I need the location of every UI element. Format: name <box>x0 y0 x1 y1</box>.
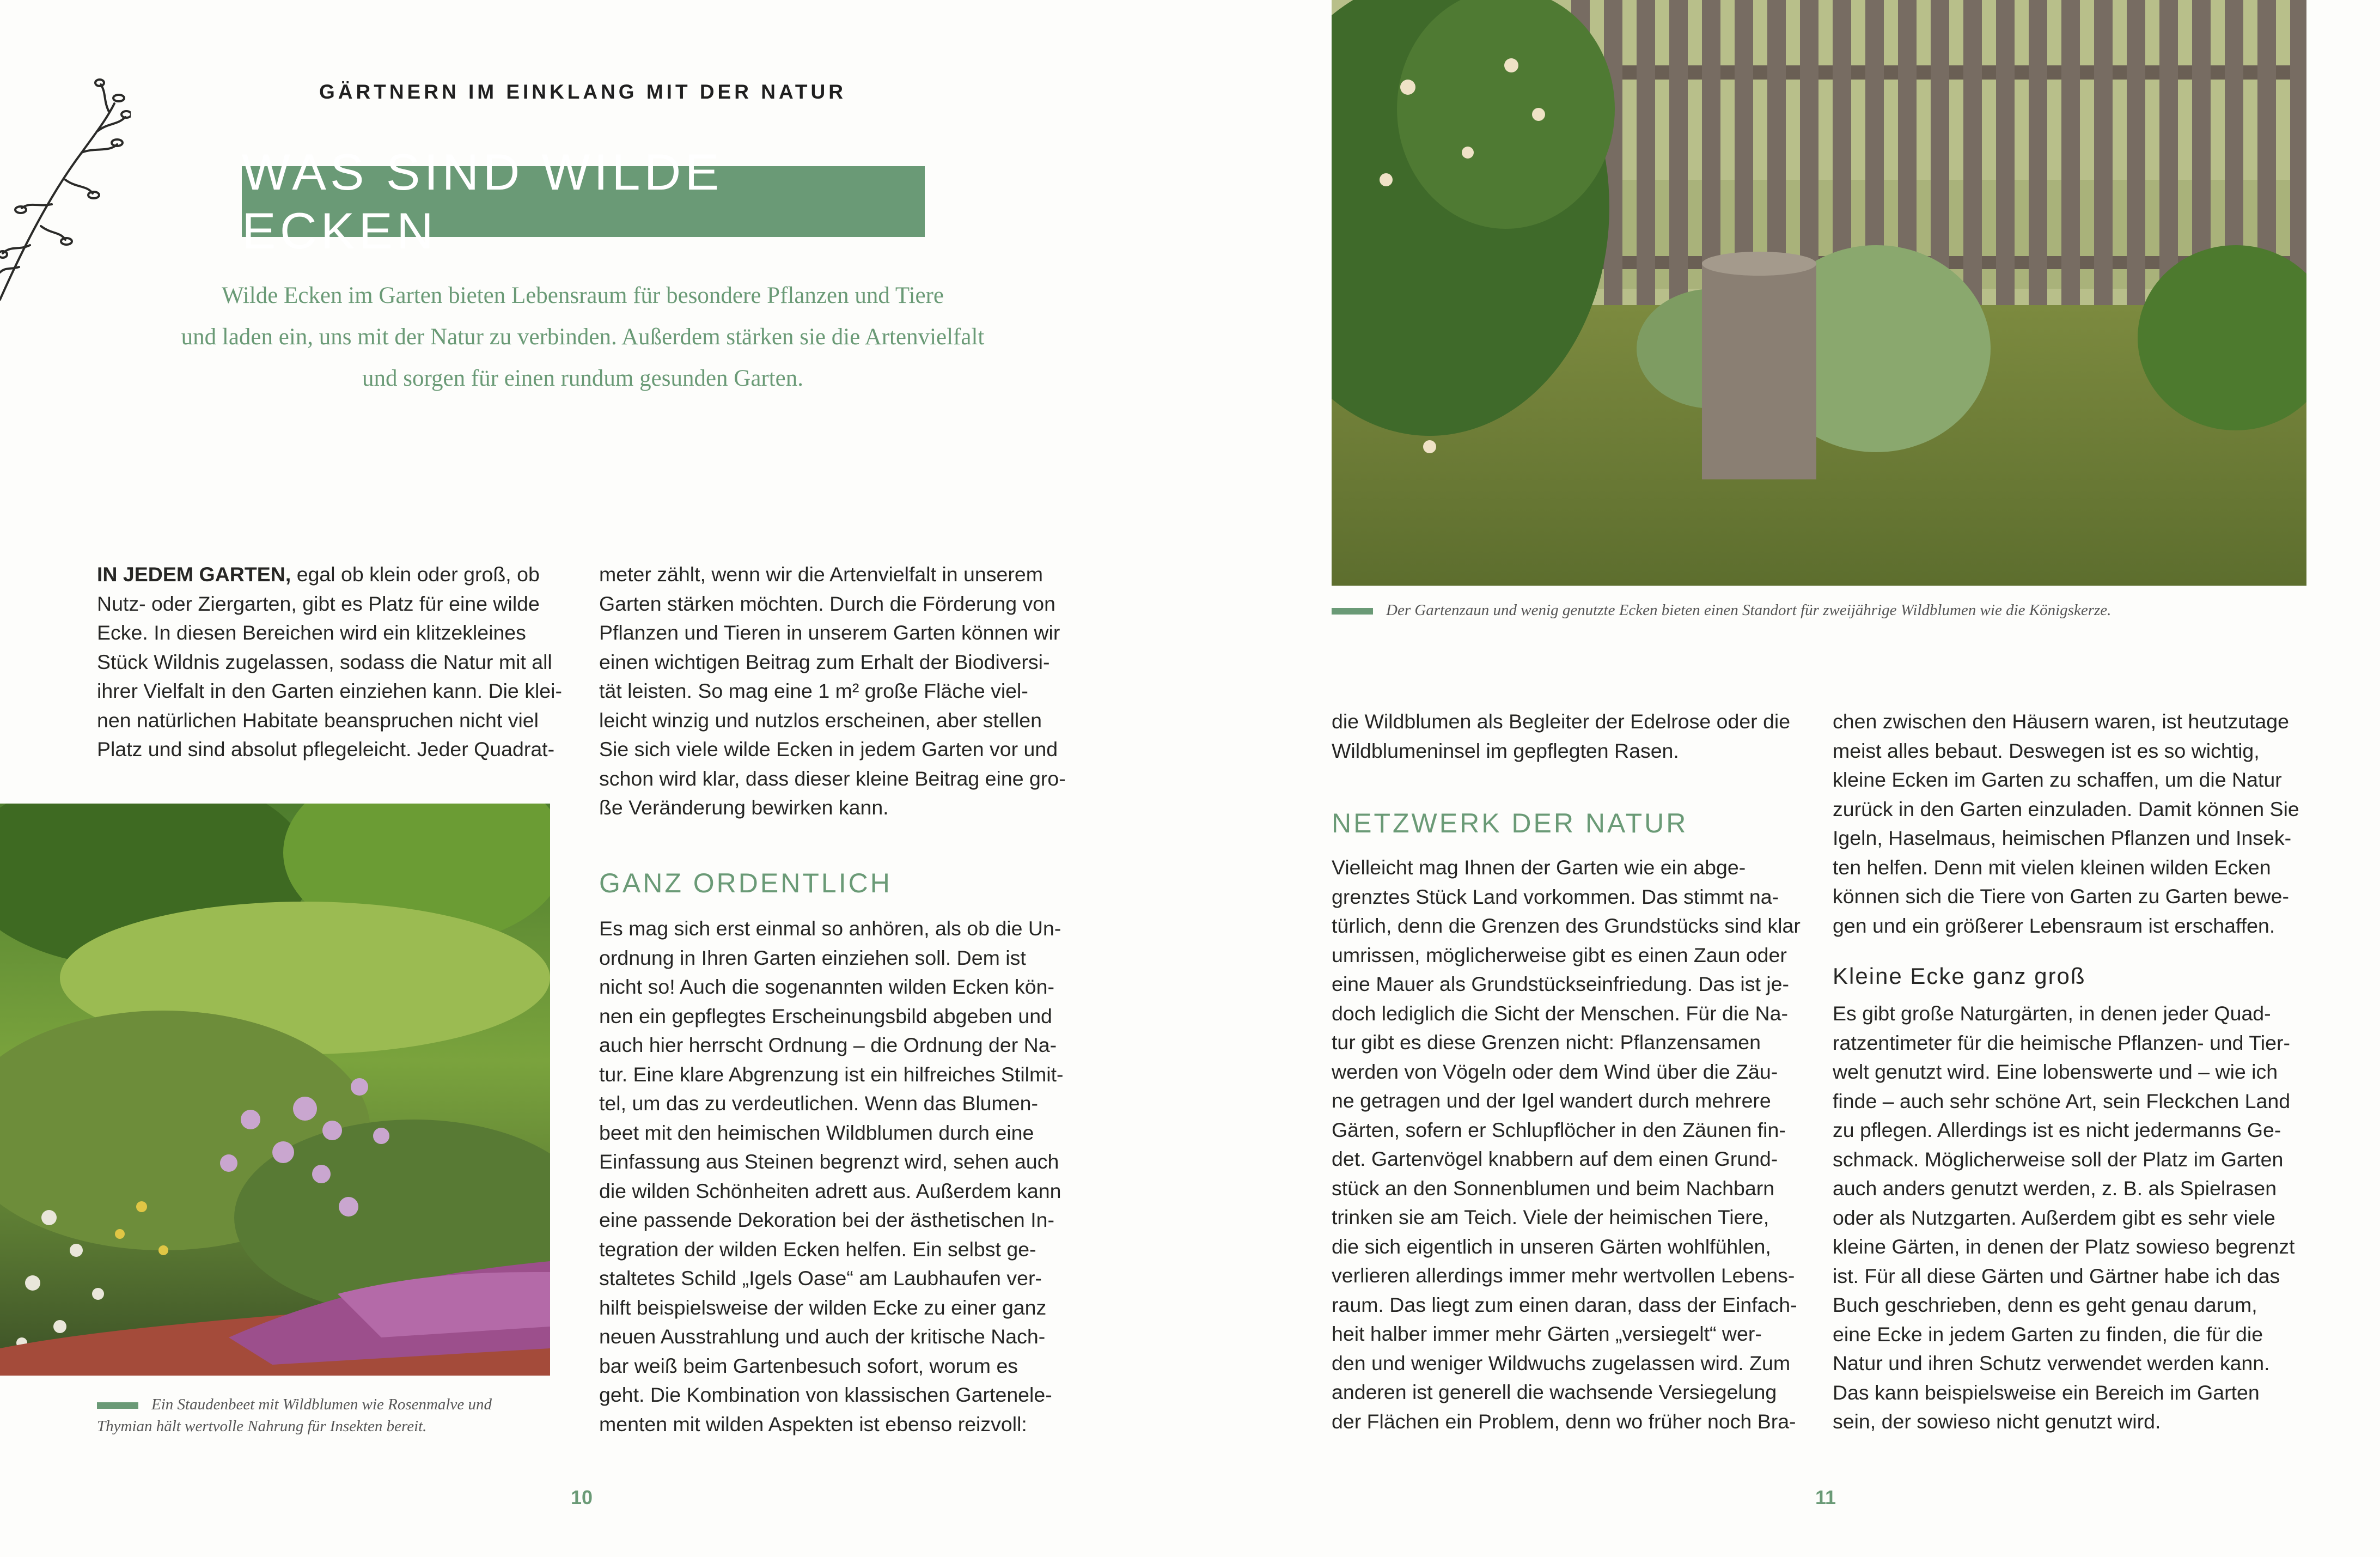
text-line: stück an den Sonnenblumen und beim Nachbarn <box>1332 1176 1775 1200</box>
text-line: staltetes Schild „Igels Oase“ am Laubhaufen ver- <box>599 1267 1042 1290</box>
right-column-2b-text <box>1833 999 2309 1437</box>
text-line: umrissen, möglicherweise gibt es einen Zaun oder <box>1332 943 1787 966</box>
text-line: meist alles bebaut. Deswegen ist es so wichtig, <box>1833 739 2260 762</box>
text-line: Nutz- oder Ziergarten, gibt es Platz für eine wilde <box>97 592 540 615</box>
text-line: nicht so! Auch die sogenannten wilden Ecken kön- <box>599 975 1054 998</box>
page-number-left: 10 <box>571 1486 593 1509</box>
text-line: auch hier herrscht Ordnung – die Ordnung der Na- <box>599 1033 1057 1056</box>
right-column-1b-text <box>1332 853 1805 1436</box>
text-line: die Wildblumen als Begleiter der Edelrose oder die <box>1332 710 1791 733</box>
text-line: ße Veränderung bewirken kann. <box>599 796 889 819</box>
text-line: eine passende Dekoration bei der ästhetischen In- <box>599 1208 1054 1231</box>
text-line: werden von Vögeln oder dem Wind über die Zäu- <box>1332 1060 1778 1083</box>
text-line: Platz und sind absolut pflegeleicht. Jeder Quadrat- <box>97 738 555 761</box>
flowerbed-caption <box>97 1394 565 1437</box>
chapter-title-box <box>242 143 925 259</box>
section-heading-ganz-ordentlich: GANZ ORDENTLICH <box>599 868 892 898</box>
text-line: die wilden Schönheiten adrett aus. Außerdem kann <box>599 1179 1061 1202</box>
text-line: schon wird klar, dass dieser kleine Beitrag eine gro- <box>599 767 1066 790</box>
run-in-heading: IN JEDEM GARTEN, <box>97 563 291 586</box>
text-line: ne getragen und der Igel wandert durch mehrere <box>1332 1089 1771 1112</box>
text-line: Es mag sich erst einmal so anhören, als ob die Un- <box>599 917 1061 940</box>
text-line: Sie sich viele wilde Ecken in jedem Garten vor und <box>599 738 1058 761</box>
text-line: IN JEDEM GARTEN, egal ob klein oder groß, ob <box>97 563 540 586</box>
text-line: geht. Die Kombination von klassischen Gartenele- <box>599 1383 1052 1406</box>
text-line: zurück in den Garten einzuladen. Damit können Sie <box>1833 797 2299 820</box>
text-line: ten helfen. Denn mit vielen kleinen wilden Ecken <box>1833 855 2271 879</box>
text-line: nen natürlichen Habitate beanspruchen nicht viel <box>97 708 539 732</box>
left-column-2b-text <box>599 914 1073 1439</box>
text-line: tel, um das zu verdeutlichen. Wenn das Blumen- <box>599 1092 1038 1115</box>
text-line: eine Mauer als Grundstückseinfriedung. Das ist je- <box>1332 972 1789 995</box>
text-line: nen ein gepflegtes Erscheinungsbild abgeben und <box>599 1004 1052 1027</box>
text-line: hilft beispielsweise der wilden Ecke zu einer ganz <box>599 1296 1047 1319</box>
text-line: kleine Gärten, in denen der Platz sowieso begrenzt <box>1833 1235 2295 1258</box>
text-line: ist. Für all diese Gärten und Gärtner habe ich das <box>1833 1264 2280 1287</box>
text-line: ratzentimeter für die heimische Pflanzen- und Tier- <box>1833 1031 2290 1054</box>
caption-marker <box>97 1402 138 1409</box>
text-line: doch lediglich die Sicht der Menschen. Für die Na- <box>1332 1001 1788 1025</box>
text-line: Vielleicht mag Ihnen der Garten wie ein abge- <box>1332 856 1746 879</box>
text-line: trinken sie am Teich. Viele der heimischen Tiere, <box>1332 1206 1769 1228</box>
subheading-kleine-ecke: Kleine Ecke ganz groß <box>1833 963 2086 989</box>
text-line: menten mit wilden Aspekten ist ebenso reizvoll: <box>599 1412 1027 1436</box>
text-line: die sich eigentlich in unseren Gärten wohlfühlen, <box>1332 1234 1771 1258</box>
text-line: auch anders genutzt werden, z. B. als Spielrasen <box>1833 1177 2277 1200</box>
section-kicker: GÄRTNERN IM EINKLANG MIT DER NATUR <box>319 81 846 103</box>
text-line: Igeln, Haselmaus, heimischen Pflanzen und Insek- <box>1833 826 2292 849</box>
text-line: meter zählt, wenn wir die Artenvielfalt in unserem <box>599 563 1043 586</box>
intro-text <box>109 275 1057 399</box>
text-line: sein, der sowieso nicht genutzt wird. <box>1833 1410 2161 1433</box>
chapter-title: WAS SIND WILDE ECKEN <box>242 143 723 259</box>
text-line: leicht winzig und nutzlos erscheinen, aber stellen <box>599 708 1042 732</box>
garden-fence-photo <box>1332 0 2306 586</box>
text-line: chen zwischen den Häusern waren, ist heutzutage <box>1833 710 2290 733</box>
section-heading-netzwerk: NETZWERK DER NATUR <box>1332 808 1688 838</box>
text-line: grenztes Stück Land vorkommen. Das stimmt na- <box>1332 885 1779 908</box>
left-column-2-text <box>599 560 1073 823</box>
text-line: Natur und ihren Schutz verwendet werden kann. <box>1833 1352 2270 1374</box>
right-column-2a-text <box>1833 707 2309 940</box>
page-number-right: 11 <box>1815 1486 1836 1509</box>
intro-line: und sorgen für einen rundum gesunden Garten. <box>362 366 804 391</box>
text-line: heit halber immer mehr Gärten „versiegelt“ wer- <box>1332 1322 1762 1345</box>
text-line: finde – auch sehr schöne Art, sein Fleckchen Land <box>1833 1089 2291 1112</box>
text-line: Das kann beispielsweise ein Bereich im Garten <box>1833 1380 2260 1404</box>
caption-line: Thymian hält wertvolle Nahrung für Insekten bereit. <box>97 1418 427 1435</box>
text-line: Gärten, sofern er Schlupflöcher in den Zäunen fin- <box>1332 1118 1786 1141</box>
text-line: anderen ist generell die wachsende Versiegelung <box>1332 1380 1777 1403</box>
right-column-1a-text <box>1332 707 1805 765</box>
intro-line: und laden ein, uns mit der Natur zu verbinden. Außerdem stärken sie die Artenvielfalt <box>181 324 985 350</box>
text-line: der Flächen ein Problem, denn wo früher noch Bra- <box>1332 1409 1796 1433</box>
text-line: tät leisten. So mag eine 1 m² große Fläche viel- <box>599 679 1028 702</box>
flowerbed-photo <box>0 804 550 1376</box>
text-line: Einfassung aus Steinen begrenzt wird, sehen auch <box>599 1150 1059 1173</box>
caption-line: Ein Staudenbeet mit Wildblumen wie Rosenmalve und <box>97 1394 565 1415</box>
text-line: verlieren allerdings immer mehr wertvollen Lebens- <box>1332 1264 1795 1287</box>
text-line: zu pflegen. Allerdings ist es nicht jedermanns Ge- <box>1833 1118 2281 1141</box>
text-line: eine Ecke in jedem Garten zu finden, die für die <box>1833 1322 2263 1346</box>
text-line: ordnung in Ihren Garten einziehen soll. Dem ist <box>599 946 1026 969</box>
text-line: ihrer Vielfalt in den Garten einziehen kann. Die klei- <box>97 679 562 702</box>
text-line: tegration der wilden Ecken helfen. Ein selbst ge- <box>599 1237 1036 1261</box>
text-line: gen und ein größerer Lebensraum ist erschaffen. <box>1833 914 2275 937</box>
text-line: Ecke. In diesen Bereichen wird ein klitzekleines <box>97 621 526 644</box>
text-line: neuen Ausstrahlung und auch der kritische Nach- <box>599 1325 1046 1348</box>
text-line: Pflanzen und Tieren in unserem Garten können wir <box>599 621 1060 644</box>
text-line: Stück Wildnis zugelassen, sodass die Natur mit all <box>97 650 552 673</box>
text-line: den und weniger Wildwuchs zugelassen wird. Zum <box>1332 1351 1791 1374</box>
text-line: Buch geschrieben, denn es geht genau darum, <box>1833 1293 2257 1316</box>
text-line: Garten stärken möchten. Durch die Förderung von <box>599 592 1055 615</box>
text-line: tur. Eine klare Abgrenzung ist ein hilfreiches Stilmit- <box>599 1062 1064 1086</box>
text-line: können sich die Tiere von Garten zu Garten bewe- <box>1833 885 2289 908</box>
text-line: beet mit den heimischen Wildblumen durch eine <box>599 1121 1034 1144</box>
intro-line: Wilde Ecken im Garten bieten Lebensraum für besondere Pflanzen und Tiere <box>221 283 944 308</box>
text-line: bar weiß beim Gartenbesuch sofort, worum es <box>599 1354 1018 1377</box>
botanical-sprig-illustration <box>0 71 131 305</box>
text-line: tur gibt es diese Grenzen nicht: Pflanzensamen <box>1332 1031 1761 1054</box>
text-line: det. Gartenvögel knabbern auf dem einen Grund- <box>1332 1147 1778 1170</box>
text-line: schmack. Möglicherweise soll der Platz im Garten <box>1833 1147 2284 1171</box>
right-page <box>1190 0 2380 1557</box>
text-line: Es gibt große Naturgärten, in denen jeder Quad- <box>1833 1002 2271 1025</box>
text-line: einen wichtigen Beitrag zum Erhalt der Biodiversi- <box>599 650 1050 673</box>
fence-caption: Der Gartenzaun und wenig genutzte Ecken bieten einen Standort für zweijährige Wildblumen wie die Königskerze. <box>1332 599 2312 621</box>
text-line: welt genutzt wird. Eine lobenswerte und – wie ich <box>1833 1060 2278 1083</box>
text-line: oder als Nutzgarten. Außerdem gibt es sehr viele <box>1833 1206 2275 1229</box>
left-column-1-text <box>97 560 565 764</box>
caption-marker <box>1332 608 1373 615</box>
text-line: Wildblumeninsel im gepflegten Rasen. <box>1332 739 1679 762</box>
text-line: raum. Das liegt zum einen daran, dass der Einfach- <box>1332 1293 1797 1316</box>
text-line: türlich, denn die Grenzen des Grundstücks sind klar <box>1332 914 1801 937</box>
text-line: kleine Ecken im Garten zu schaffen, um die Natur <box>1833 768 2282 791</box>
